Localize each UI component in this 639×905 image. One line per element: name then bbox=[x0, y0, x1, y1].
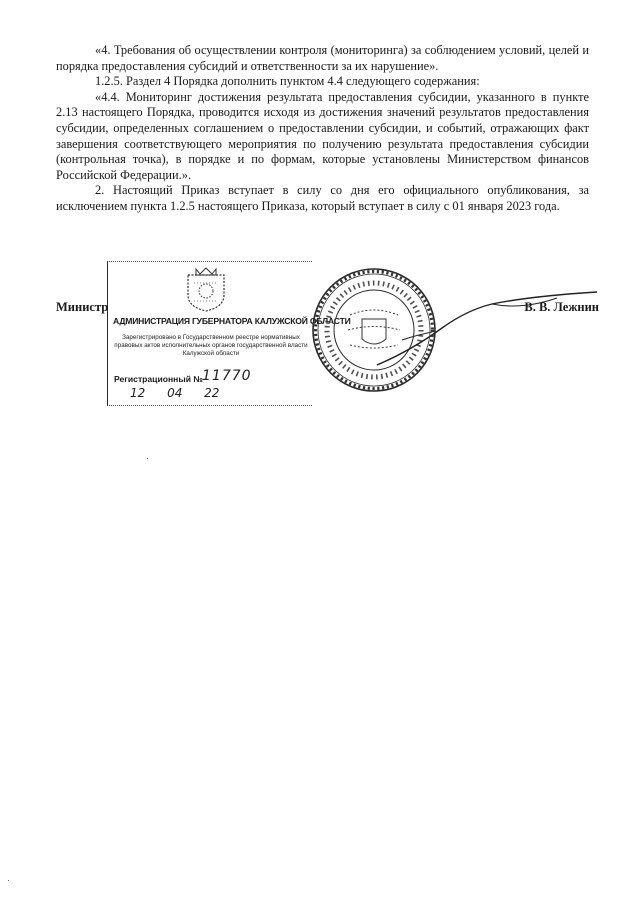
coat-of-arms-icon bbox=[180, 265, 232, 313]
scan-speck bbox=[147, 458, 148, 459]
body-text bbox=[56, 43, 589, 215]
stamp-number-label: Регистрационный № bbox=[114, 374, 203, 384]
item-1-2-5: 1.2.5. Раздел 4 Порядка дополнить пунктом 4.4 следующего содержания: bbox=[95, 74, 480, 89]
item-4-4: «4.4. Мониторинг достижения результата предоставления субсидии, указанного в пункте 2.13 настоящего Порядка, проводится исходя из достижения значений результатов предоставления субсидии, определенных соглашением о предоставлении субсидии, и событий, отражающих факт завершения соответствующего мероприятия по получению результата предоставления субсидии (контрольная точка), в порядке и по формам, которые установлены Министерством финансов Российской Федерации.». bbox=[56, 89, 589, 182]
scan-speck bbox=[8, 880, 9, 881]
registration-stamp bbox=[107, 261, 351, 406]
stamp-registered-text: Зарегистрировано в Государственном реестре нормативных правовых актов исполнительных органов государственной власти Калужской области bbox=[114, 334, 308, 357]
stamp-date-value: 12 04 22 bbox=[130, 386, 220, 400]
signatory-title: Министр bbox=[56, 300, 109, 314]
stamp-number-value: 11770 bbox=[202, 368, 252, 384]
stamp-organization: АДМИНИСТРАЦИЯ ГУБЕРНАТОРА КАЛУЖСКОЙ ОБЛАСТИ bbox=[113, 316, 351, 326]
handwritten-signature bbox=[372, 280, 602, 380]
section4-heading-quote: «4. Требования об осуществлении контроля (мониторинга) за соблюдением условий, целей и порядка предоставления субсидий и ответственности за их нарушение». bbox=[56, 43, 589, 73]
item-2: 2. Настоящий Приказ вступает в силу со дня его официального опубликования, за исключением пункта 1.2.5 настоящего Приказа, который вступает в силу с 01 января 2023 года. bbox=[56, 183, 589, 213]
signatory-name: В. В. Лежнин bbox=[524, 300, 599, 314]
